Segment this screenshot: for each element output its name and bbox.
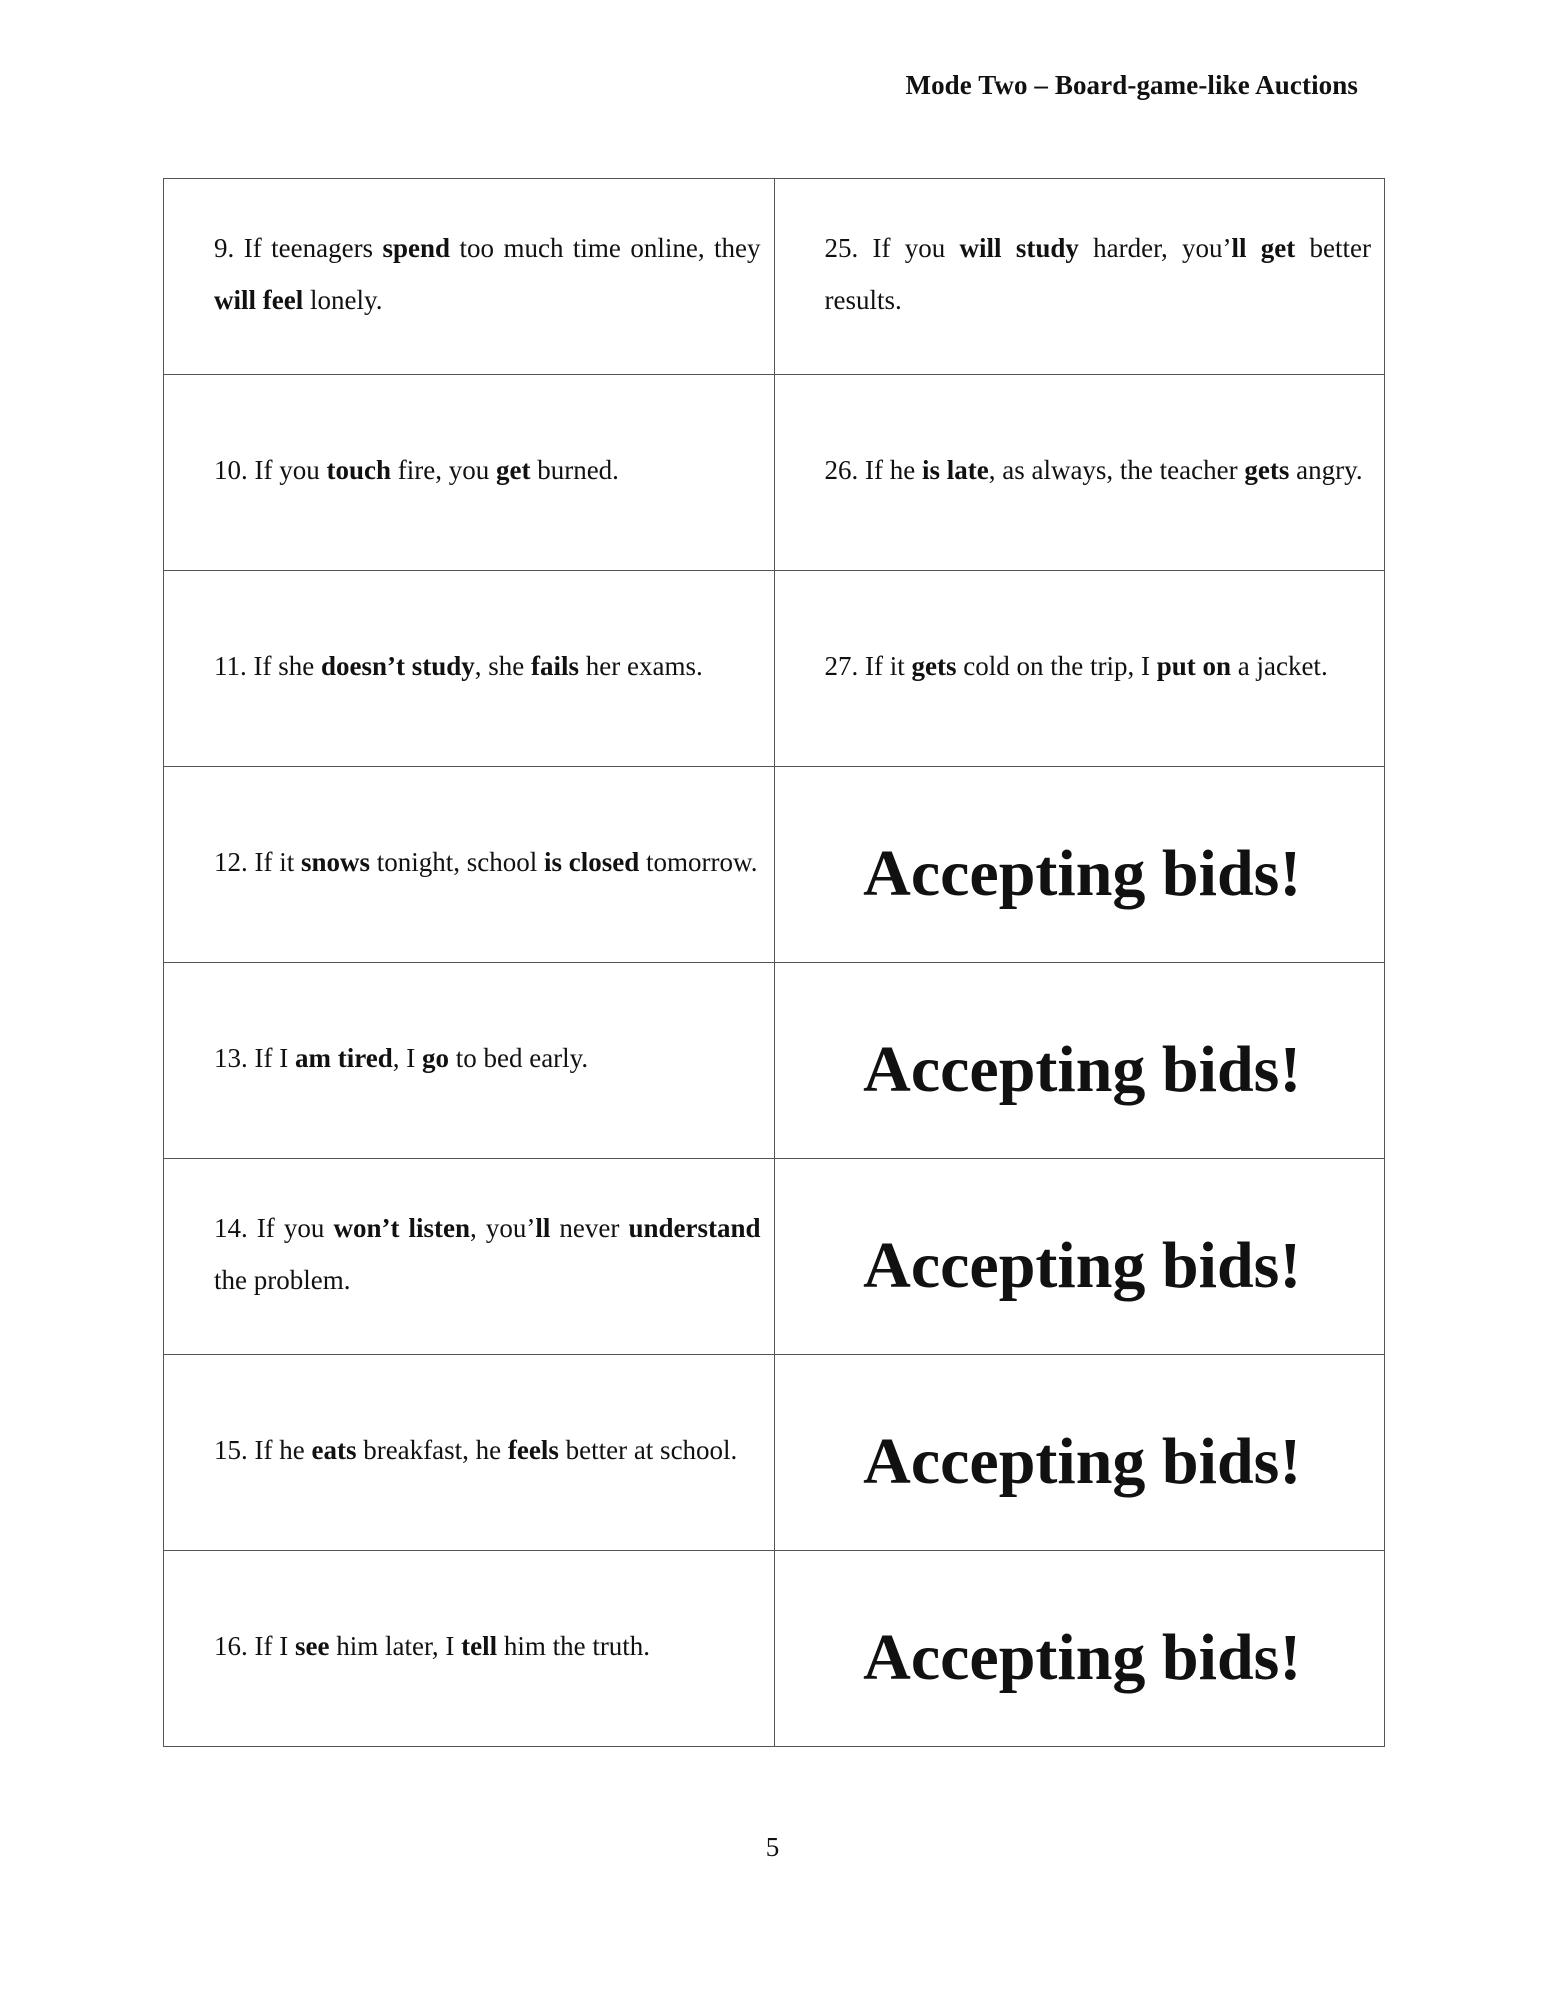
sentence-verb: feels [507,1434,559,1465]
sentence-text [164,1032,774,1084]
sentence-fragment: him later, I [329,1630,462,1661]
sentence-fragment: her exams. [579,650,703,681]
card-cell-right [774,375,1385,571]
card-row [164,375,1385,571]
card-cell-right [774,767,1385,963]
card-cell-right [774,1159,1385,1355]
sentence-fragment: 10. If you [214,454,327,485]
sentence-fragment: 16. If I [214,1630,295,1661]
card-cell-right [774,1551,1385,1747]
sentence-fragment: a jacket. [1231,650,1328,681]
sentence-fragment: tomorrow. [639,846,758,877]
card-cell-left [164,571,775,767]
sentence-fragment: better results. [824,232,1371,315]
sentence-fragment: too much time online, they [450,232,761,263]
sentence-text [164,1424,774,1476]
sentence-text [164,640,774,692]
sentence-verb: am tired [294,1042,393,1073]
sentence-verb: see [294,1630,330,1661]
sentence-text [775,222,1385,326]
card-row [164,179,1385,375]
sentence-verb: eats [311,1434,357,1465]
sentence-verb: ll get [1231,232,1296,263]
sentence-fragment: 15. If he [214,1434,312,1465]
card-cell-left [164,1355,775,1551]
sentence-fragment: harder, you’ [1078,232,1232,263]
sentence-text [164,222,774,326]
accepting-bids-label: Accepting bids! [863,1032,1302,1106]
sentence-text [775,444,1385,496]
card-row [164,767,1385,963]
sentence-verb: will feel [214,284,304,315]
card-cell-right [774,571,1385,767]
sentence-fragment: the problem. [214,1264,351,1295]
sentence-fragment: him the truth. [497,1630,651,1661]
card-cell-left [164,1551,775,1747]
card-row [164,963,1385,1159]
sentence-verb: put on [1156,650,1231,681]
sentence-fragment: 26. If he [824,454,922,485]
sentence-fragment: 12. If it [214,846,301,877]
sentence-verb: fails [531,650,580,681]
sentence-fragment: , she [474,650,532,681]
sentence-verb: understand [628,1212,761,1243]
sentence-verb: will study [959,232,1079,263]
sentence-fragment: cold on the trip, I [956,650,1157,681]
sentence-verb: snows [301,846,371,877]
sentence-fragment: tonight, school [370,846,545,877]
sentence-text [164,444,774,496]
sentence-fragment: to bed early. [448,1042,589,1073]
sentence-fragment: 13. If I [214,1042,295,1073]
sentence-verb: go [421,1042,449,1073]
sentence-fragment: never [550,1212,629,1243]
sentence-verb: is closed [544,846,640,877]
sentence-verb: gets [911,650,957,681]
card-cell-right [774,963,1385,1159]
accepting-bids-label: Accepting bids! [863,836,1302,910]
sentence-text [164,1620,774,1672]
sentence-fragment: , I [392,1042,422,1073]
sentence-verb: touch [326,454,391,485]
accepting-bids-label: Accepting bids! [863,1620,1302,1694]
card-row [164,1551,1385,1747]
card-cell-left [164,375,775,571]
page-number: 5 [765,1832,780,1862]
card-cell-right [774,179,1385,375]
sentence-text [164,1202,774,1306]
sentence-fragment: lonely. [303,284,383,315]
sentence-fragment: , as always, the teacher [988,454,1245,485]
sentence-fragment: better at school. [558,1434,738,1465]
accepting-bids-label: Accepting bids! [863,1228,1302,1302]
sentence-verb: get [495,454,531,485]
sentence-verb: doesn’t study [320,650,475,681]
card-cell-right [774,1355,1385,1551]
card-cell-left [164,1159,775,1355]
sentence-fragment: 25. If you [824,232,960,263]
sentence-text [775,640,1385,692]
sentence-fragment: burned. [530,454,619,485]
auction-card-table [163,178,1385,1747]
sentence-verb: is late [921,454,989,485]
card-cell-left [164,767,775,963]
sentence-fragment: 14. If you [214,1212,334,1243]
page-header-title: Mode Two – Board-game-like Auctions [905,70,1358,100]
card-row [164,1159,1385,1355]
sentence-text [164,836,774,888]
card-cell-left [164,179,775,375]
sentence-verb: spend [382,232,451,263]
sentence-verb: tell [461,1630,498,1661]
sentence-verb: ll [535,1212,551,1243]
card-row [164,1355,1385,1551]
sentence-verb: gets [1244,454,1290,485]
accepting-bids-label: Accepting bids! [863,1424,1302,1498]
sentence-fragment: 27. If it [824,650,912,681]
sentence-fragment: angry. [1289,454,1363,485]
sentence-fragment: 11. If she [214,650,321,681]
sentence-fragment: , you’ [470,1212,536,1243]
sentence-fragment: fire, you [391,454,496,485]
sentence-verb: won’t listen [333,1212,471,1243]
sentence-fragment: 9. If teenagers [214,232,383,263]
card-cell-left [164,963,775,1159]
sentence-fragment: breakfast, he [356,1434,508,1465]
card-row [164,571,1385,767]
